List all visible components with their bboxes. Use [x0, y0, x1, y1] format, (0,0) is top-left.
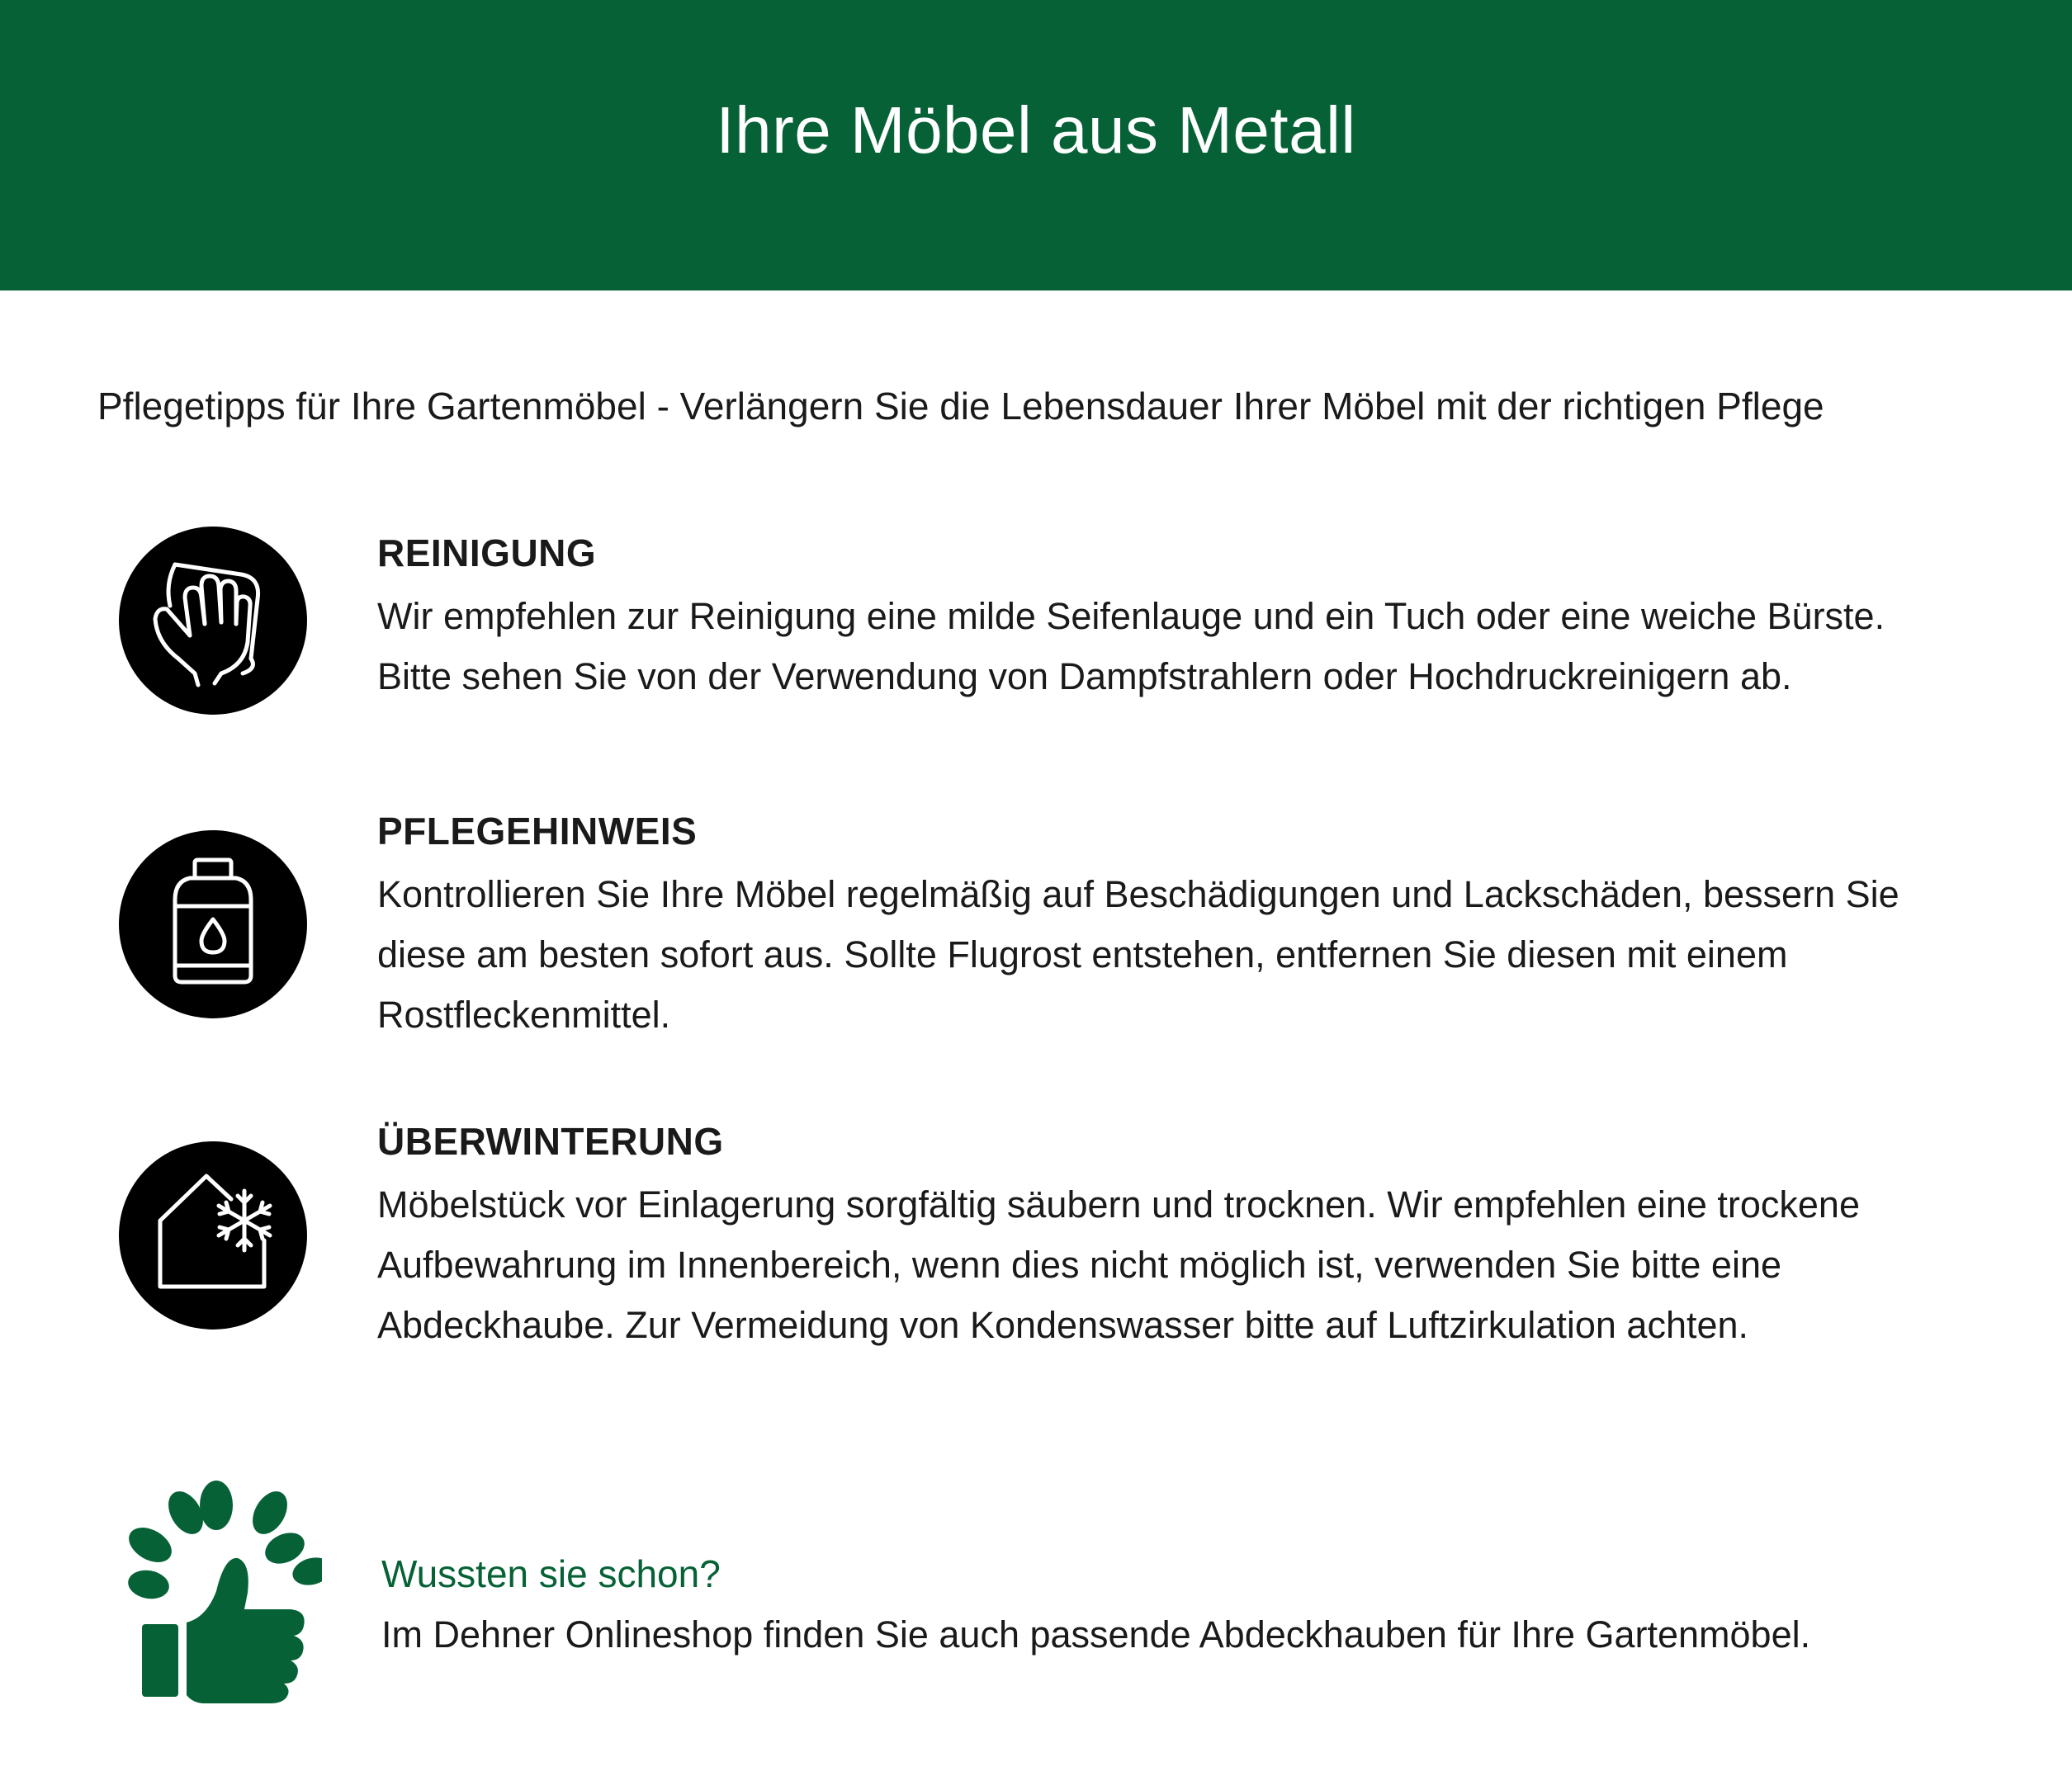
section-text-reinigung: [377, 586, 2020, 706]
section-title-ueberwinterung: ÜBERWINTERUNG: [377, 1120, 724, 1163]
section-line: Rostfleckenmittel.: [377, 994, 671, 1036]
section-title-pflegehinweis: PFLEGEHINWEIS: [377, 810, 698, 853]
section-line: Aufbewahrung im Innenbereich, wenn dies nicht möglich ist, verwenden Sie bitte eine: [377, 1244, 1781, 1286]
section-line: Bitte sehen Sie von der Verwendung von Dampfstrahlern oder Hochdruckreinigern ab.: [377, 655, 1792, 697]
section-line: diese am besten sofort aus. Sollte Flugrost entstehen, entfernen Sie diesen mit einem: [377, 933, 1788, 975]
section-line: Wir empfehlen zur Reinigung eine milde Seifenlauge und ein Tuch oder eine weiche Bürste.: [377, 595, 1885, 637]
cleaning-hand-cloth-icon: [119, 527, 307, 715]
section-text-pflegehinweis: [377, 864, 2020, 1045]
intro-text: Pflegetipps für Ihre Gartenmöbel - Verlängern Sie die Lebensdauer Ihrer Möbel mit der richtigen Pflege: [97, 385, 1824, 427]
tip-text: Im Dehner Onlineshop finden Sie auch passende Abdeckhauben für Ihre Gartenmöbel.: [381, 1613, 1811, 1656]
section-title-reinigung: REINIGUNG: [377, 531, 597, 574]
winter-house-snowflake-icon: [119, 1141, 307, 1330]
thumbs-up-leaves-icon: [116, 1477, 322, 1708]
care-bottle-icon: [119, 830, 307, 1018]
section-text-ueberwinterung: [377, 1174, 2020, 1355]
tip-title: Wussten sie schon?: [381, 1552, 721, 1595]
page-title: Ihre Möbel aus Metall: [716, 93, 1356, 167]
section-line: Abdeckhaube. Zur Vermeidung von Kondenswasser bitte auf Luftzirkulation achten.: [377, 1304, 1749, 1346]
section-line: Kontrollieren Sie Ihre Möbel regelmäßig auf Beschädigungen und Lackschäden, bessern Sie: [377, 873, 1899, 915]
section-line: Möbelstück vor Einlagerung sorgfältig säubern und trocknen. Wir empfehlen eine trockene: [377, 1183, 1860, 1226]
page-header: [0, 0, 2072, 290]
